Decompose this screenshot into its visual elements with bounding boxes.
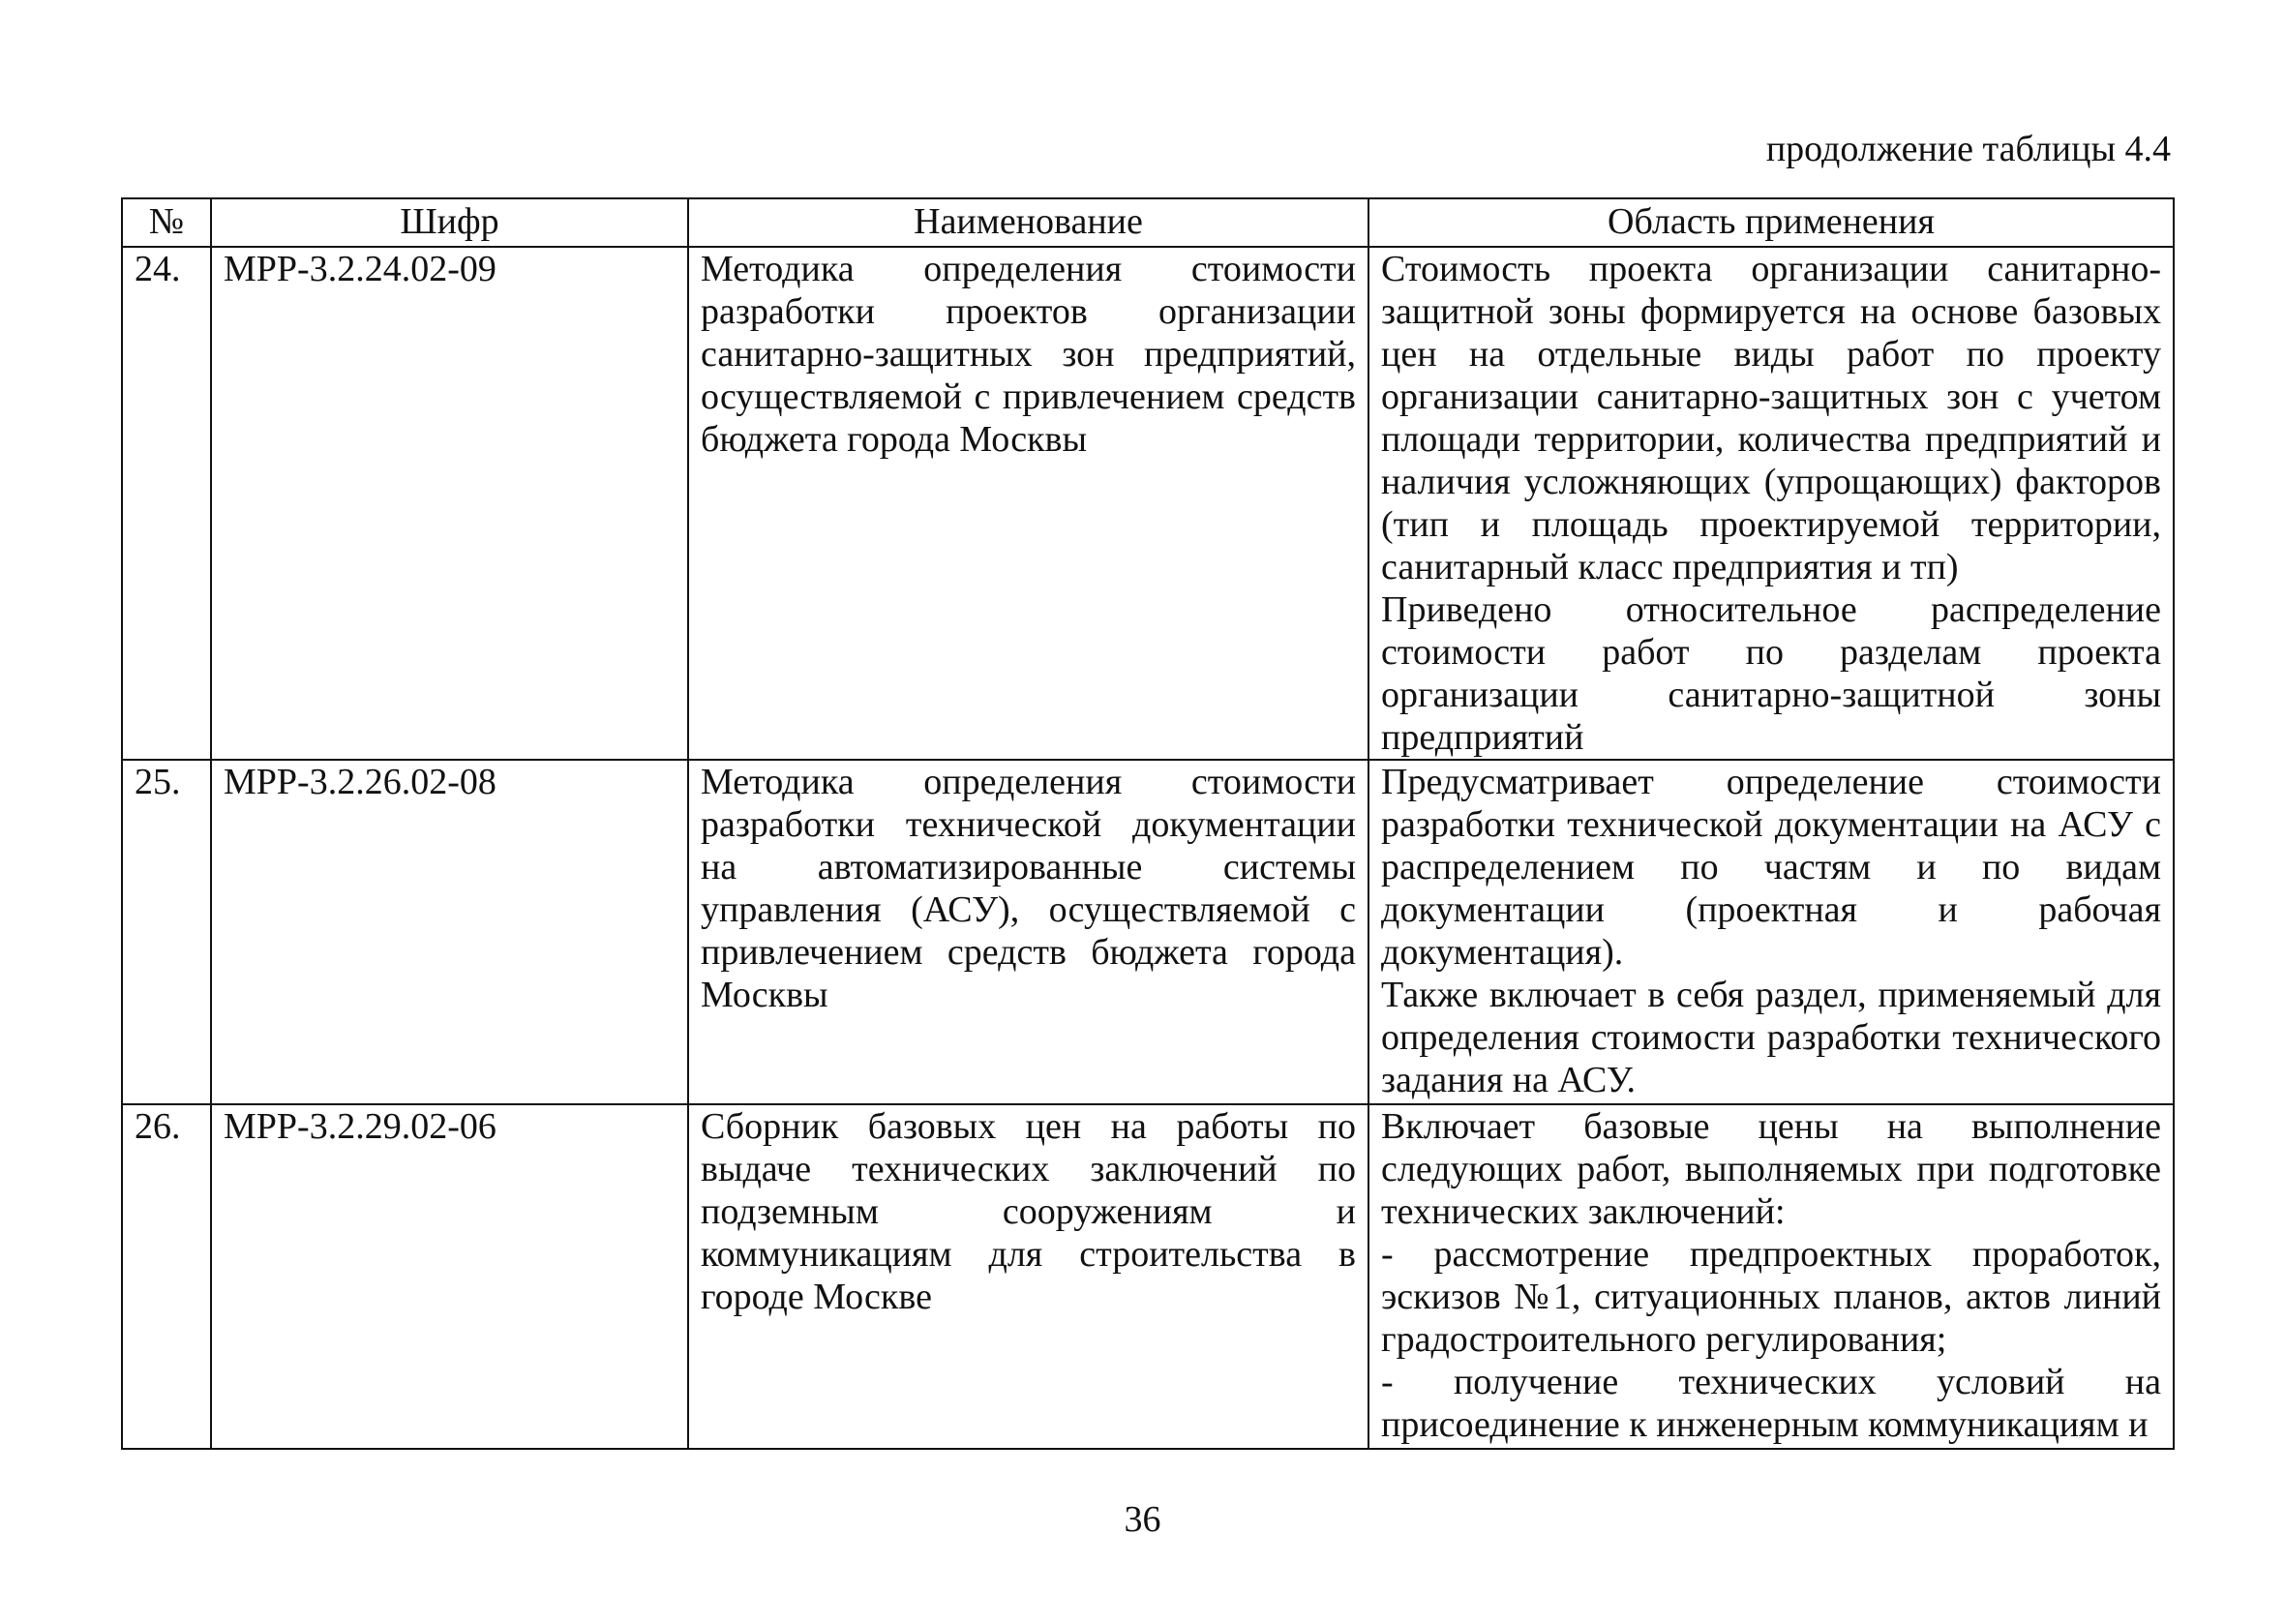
document-table (121, 197, 2175, 1450)
table-row (122, 247, 2174, 760)
application-area-paragraph: Приведено относительное распределение стоимости работ по разделам проекта организации санитарно-защитной зоны предприятий (1381, 589, 2161, 758)
header-application-area: Область применения (1368, 198, 2174, 247)
row-application-area (1368, 760, 2174, 1104)
row-number: 25. (122, 760, 211, 1104)
table-continuation-caption: продолжение таблицы 4.4 (1765, 129, 2171, 169)
header-name: Наименование (688, 198, 1368, 247)
application-area-paragraph: Стоимость проекта организации санитарно-защитной зоны формируется на основе базовых цен на отдельные виды работ по проекту организации санитарно-защитных зон с учетом площади территории, количества предприятий и наличия усложняющих (упрощающих) факторов (тип и площадь проектируемой территории, санитарный класс предприятия и тп) (1381, 249, 2161, 587)
row-name: Методика определения стоимости разработки проектов организации санитарно-защитных зон предприятий, осуществляемой с привлечением средств бюджета города Москвы (688, 247, 1368, 760)
row-code: МРР-3.2.26.02-08 (211, 760, 688, 1104)
row-number: 24. (122, 247, 211, 760)
row-application-area (1368, 247, 2174, 760)
table-row (122, 1104, 2174, 1449)
row-name: Сборник базовых цен на работы по выдаче технических заключений по подземным сооружениям и коммуникациям для строительства в городе Москве (688, 1104, 1368, 1449)
row-code: МРР-3.2.24.02-09 (211, 247, 688, 760)
row-application-area (1368, 1104, 2174, 1449)
table-header-row (122, 198, 2174, 247)
application-area-paragraph: Включает базовые цены на выполнение следующих работ, выполняемых при подготовке технических заключений: (1381, 1106, 2161, 1232)
page-number: 36 (1124, 1499, 1161, 1540)
application-area-paragraph: Также включает в себя раздел, применяемый для определения стоимости разработки технического задания на АСУ. (1381, 975, 2161, 1100)
application-area-paragraph: Предусматривает определение стоимости разработки технической документации на АСУ с распределением по частям и по видам документации (проектная и рабочая документация). (1381, 762, 2161, 973)
header-code: Шифр (211, 198, 688, 247)
application-area-paragraph: - получение технических условий на присоединение к инженерным коммуникациям и (1381, 1362, 2161, 1445)
header-number: № (122, 198, 211, 247)
application-area-paragraph: - рассмотрение предпроектных проработок, эскизов №1, ситуационных планов, актов линий градостроительного регулирования; (1381, 1234, 2161, 1360)
row-code: МРР-3.2.29.02-06 (211, 1104, 688, 1449)
row-name: Методика определения стоимости разработки технической документации на автоматизированные системы управления (АСУ), осуществляемой с привлечением средств бюджета города Москвы (688, 760, 1368, 1104)
row-number: 26. (122, 1104, 211, 1449)
table-row (122, 760, 2174, 1104)
